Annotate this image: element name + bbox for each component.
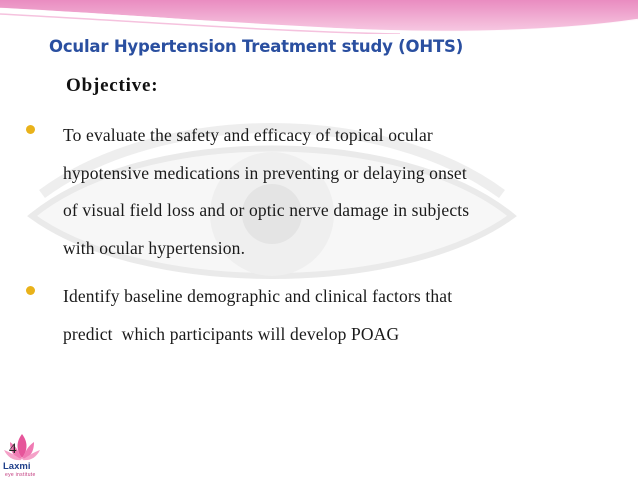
bullet-text: To evaluate the safety and efficacy of topical ocular hypotensive medications in preventing or delaying onset of visual field loss and or optic nerve damage in subjects with ocular hypertension. (63, 125, 470, 258)
bullet-item (24, 278, 624, 353)
header-banner (0, 0, 638, 34)
bullet-list (24, 117, 624, 364)
slide-number: 4 (9, 441, 17, 457)
slide-title: Ocular Hypertension Treatment study (OHTS) (49, 37, 464, 56)
bullet-icon (26, 286, 35, 295)
logo-name: Laxmi (3, 461, 31, 472)
objective-heading: Objective: (66, 75, 159, 96)
bullet-item (24, 117, 624, 267)
logo-tagline: eye institute (5, 472, 36, 478)
bullet-text: Identify baseline demographic and clinical factors that predict which participants will develop POAG (63, 286, 453, 344)
bullet-icon (26, 125, 35, 134)
